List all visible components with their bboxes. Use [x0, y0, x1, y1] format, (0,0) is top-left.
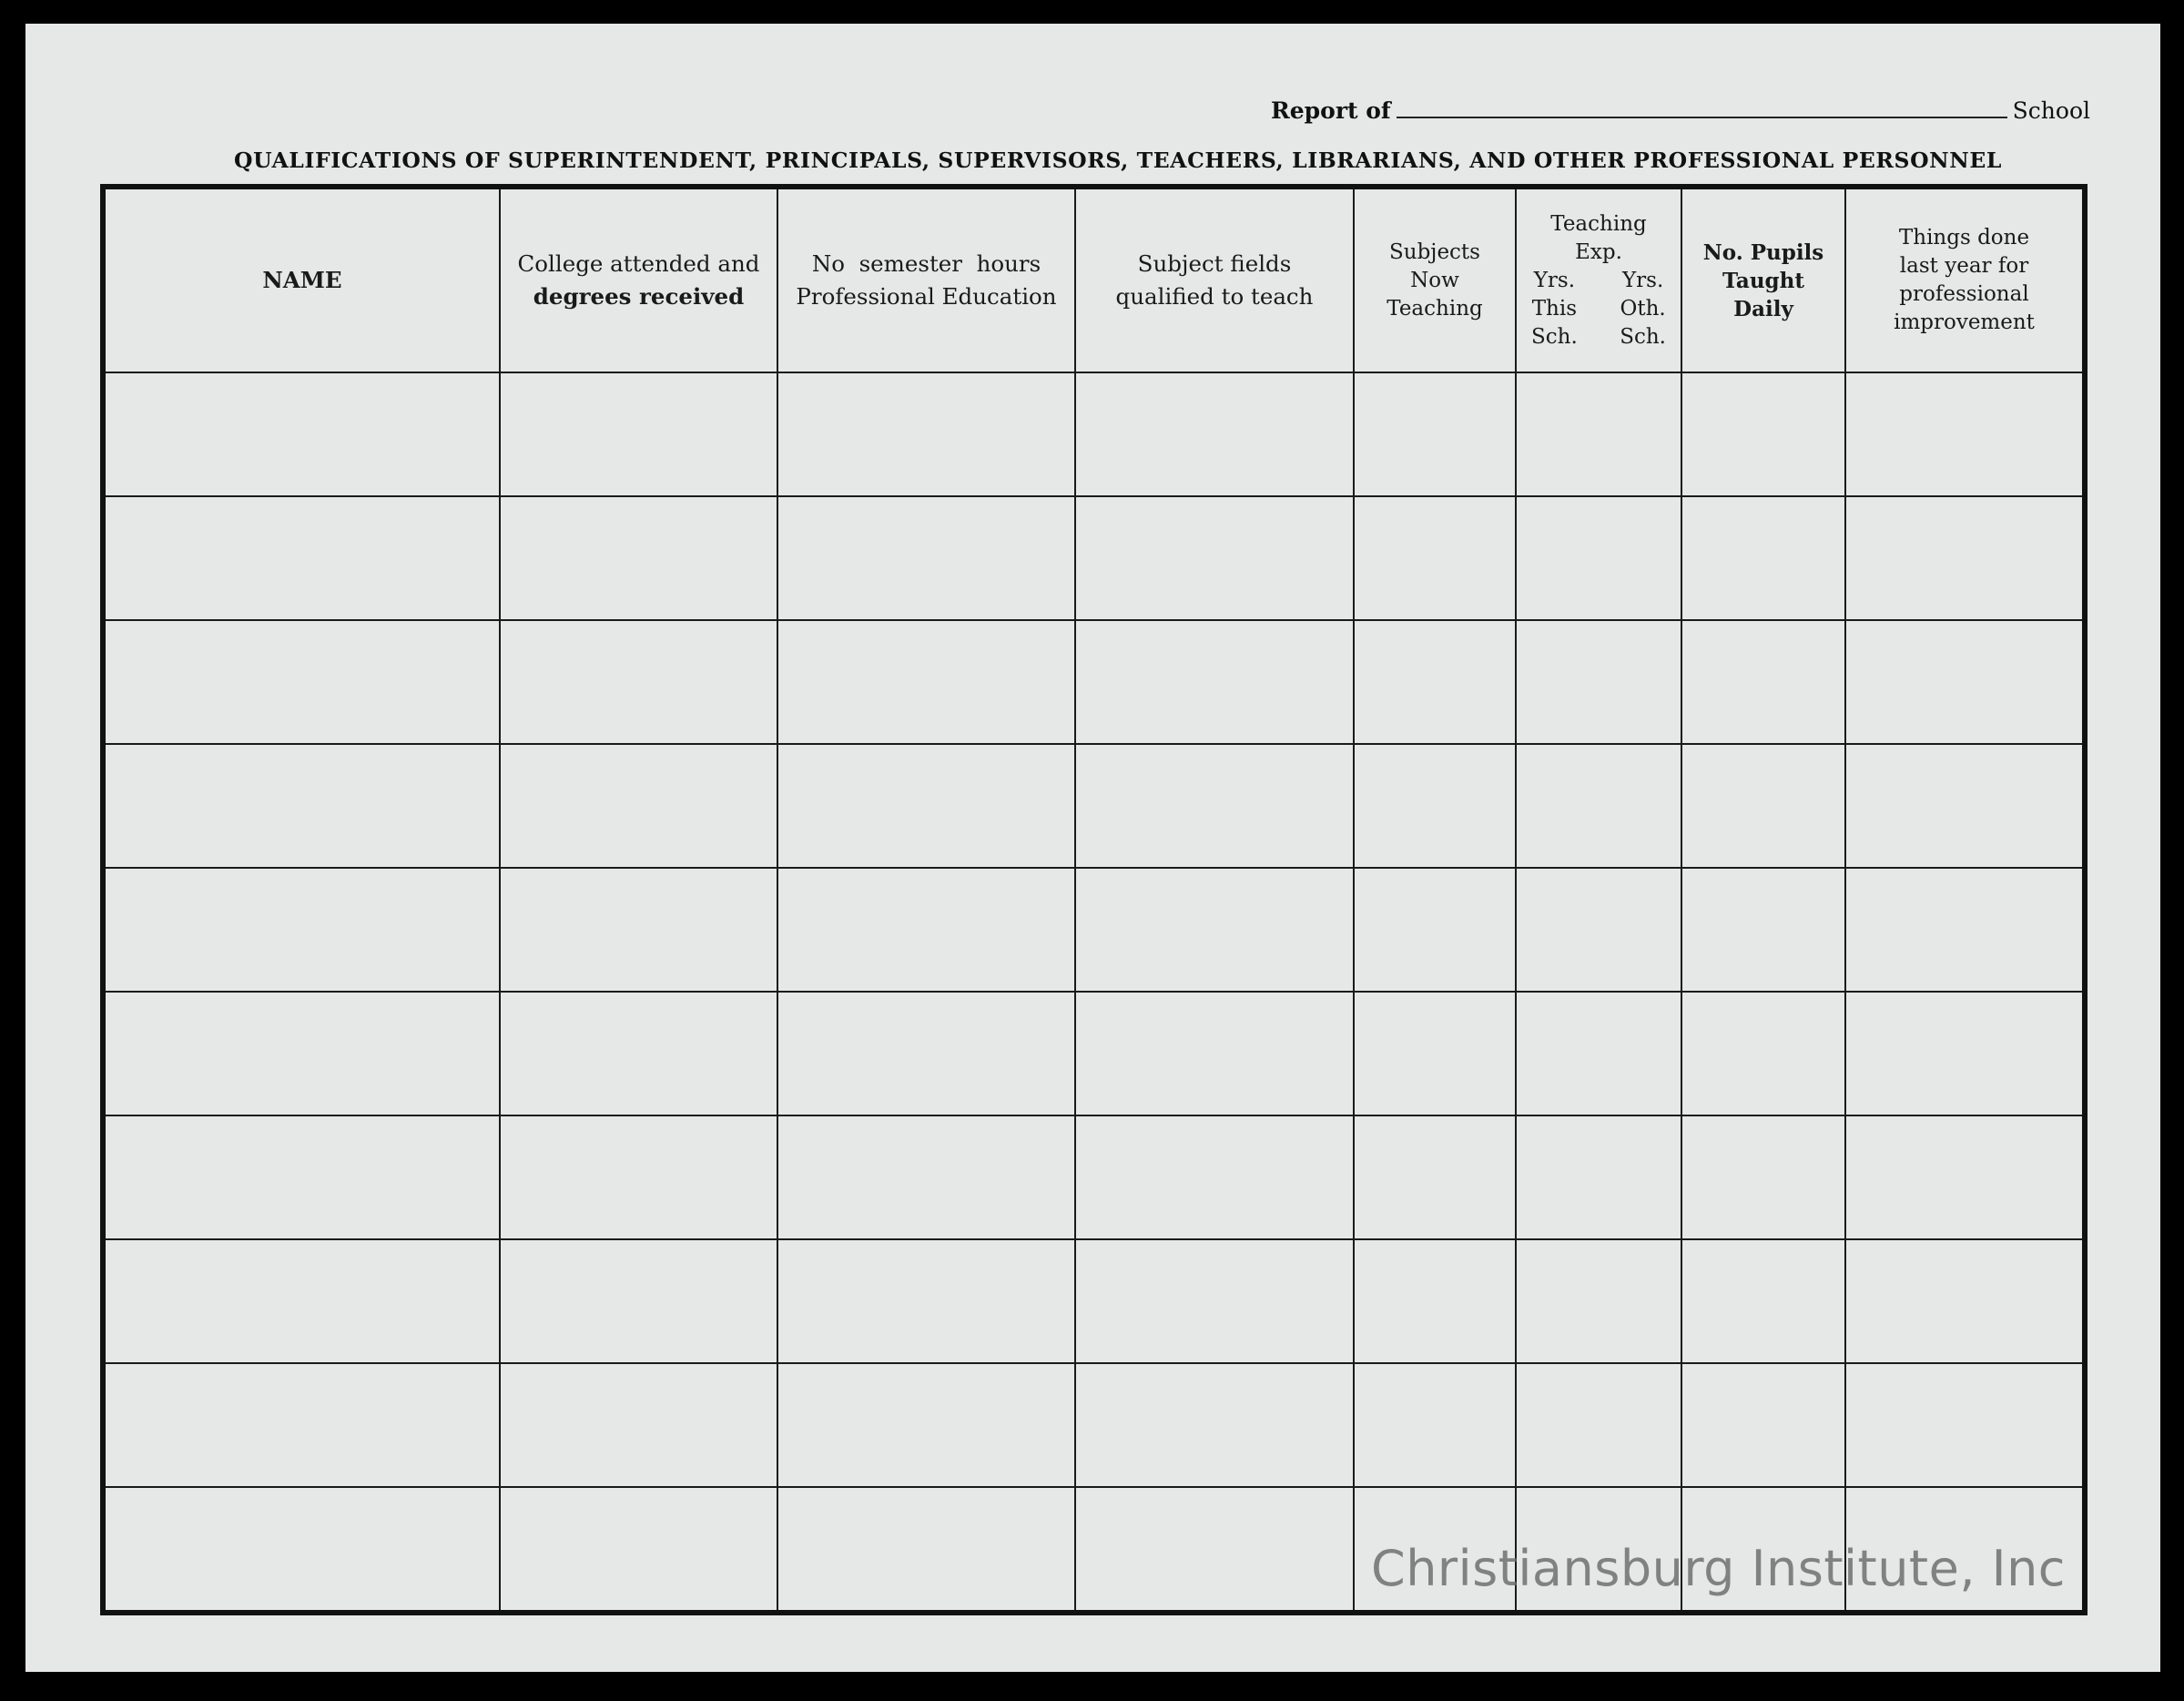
- entry-cell-teaching-exp[interactable]: [1517, 497, 1682, 621]
- entry-cell-pupils[interactable]: [1682, 1116, 1846, 1240]
- header-teaching-exp-line-1: Teaching: [1550, 211, 1647, 236]
- entry-cell-subject-fields[interactable]: [1076, 621, 1355, 745]
- entry-cell-subject-fields[interactable]: [1076, 1240, 1355, 1364]
- header-subjects-now-line-1: Subjects: [1389, 239, 1480, 264]
- header-pupils-line-3: Daily: [1733, 296, 1793, 321]
- entry-cell-name[interactable]: [106, 621, 501, 745]
- header-improvement: [1846, 189, 2082, 373]
- header-improvement-line-3: professional: [1899, 282, 2029, 306]
- entry-cell-improvement[interactable]: [1846, 1364, 2082, 1488]
- header-semester-line-1: No semester hours: [811, 250, 1041, 277]
- entry-cell-college[interactable]: [501, 621, 778, 745]
- entry-cell-improvement[interactable]: [1846, 621, 2082, 745]
- header-teaching-exp-subcols: [1522, 267, 1675, 351]
- entry-cell-name[interactable]: [106, 869, 501, 993]
- entry-cell-pupils[interactable]: [1682, 869, 1846, 993]
- entry-cell-pupils[interactable]: [1682, 497, 1846, 621]
- entry-cell-pupils[interactable]: [1682, 1240, 1846, 1364]
- entry-cell-college[interactable]: [501, 1364, 778, 1488]
- entry-cell-subjects-now[interactable]: [1355, 621, 1517, 745]
- entry-cell-improvement[interactable]: [1846, 745, 2082, 869]
- exp-this-line-1: Yrs.: [1533, 268, 1576, 292]
- entry-cell-college[interactable]: [501, 1488, 778, 1610]
- entry-cell-subject-fields[interactable]: [1076, 1364, 1355, 1488]
- personnel-table: [100, 184, 2087, 1615]
- header-improvement-line-1: Things done: [1898, 226, 2030, 250]
- entry-cell-subjects-now[interactable]: [1355, 1116, 1517, 1240]
- header-semester-hours: [778, 189, 1076, 373]
- entry-cell-improvement[interactable]: [1846, 869, 2082, 993]
- entry-cell-pupils[interactable]: [1682, 1364, 1846, 1488]
- entry-cell-semester-hours[interactable]: [778, 1240, 1076, 1364]
- header-teaching-exp: [1517, 189, 1682, 373]
- report-of-label: Report of: [1271, 97, 1391, 124]
- entry-cell-pupils[interactable]: [1682, 621, 1846, 745]
- entry-cell-teaching-exp[interactable]: [1517, 373, 1682, 497]
- entry-cell-subjects-now[interactable]: [1355, 497, 1517, 621]
- exp-other-line-2: Oth.: [1620, 296, 1666, 321]
- header-college-line-2: degrees received: [533, 283, 745, 310]
- entry-cell-name[interactable]: [106, 1116, 501, 1240]
- entry-cell-semester-hours[interactable]: [778, 745, 1076, 869]
- school-label: School: [2012, 97, 2090, 124]
- entry-cell-semester-hours[interactable]: [778, 497, 1076, 621]
- header-subjects-now-line-2: Now: [1410, 268, 1459, 292]
- entry-cell-improvement[interactable]: [1846, 1116, 2082, 1240]
- entry-cell-college[interactable]: [501, 1240, 778, 1364]
- entry-cell-subject-fields[interactable]: [1076, 373, 1355, 497]
- entry-cell-pupils[interactable]: [1682, 373, 1846, 497]
- entry-cell-subject-fields[interactable]: [1076, 745, 1355, 869]
- entry-cell-college[interactable]: [501, 373, 778, 497]
- entry-cell-name[interactable]: [106, 373, 501, 497]
- entry-cell-pupils[interactable]: [1682, 993, 1846, 1116]
- entry-cell-name[interactable]: [106, 1240, 501, 1364]
- entry-cell-improvement[interactable]: [1846, 993, 2082, 1116]
- header-name-label: NAME: [262, 267, 342, 293]
- entry-cell-teaching-exp[interactable]: [1517, 993, 1682, 1116]
- entry-cell-subjects-now[interactable]: [1355, 373, 1517, 497]
- entry-cell-semester-hours[interactable]: [778, 373, 1076, 497]
- entry-cell-college[interactable]: [501, 1116, 778, 1240]
- header-teaching-exp-line-2: Exp.: [1575, 239, 1622, 264]
- header-college-line-1: College attended and: [517, 250, 760, 277]
- report-of-line: [1271, 78, 2090, 124]
- entry-cell-semester-hours[interactable]: [778, 621, 1076, 745]
- header-subjects-now: [1355, 189, 1517, 373]
- header-improvement-line-4: improvement: [1894, 311, 2035, 334]
- entry-cell-subjects-now[interactable]: [1355, 993, 1517, 1116]
- entry-cell-subject-fields[interactable]: [1076, 1116, 1355, 1240]
- entry-cell-subject-fields[interactable]: [1076, 1488, 1355, 1610]
- entry-cell-semester-hours[interactable]: [778, 869, 1076, 993]
- entry-cell-college[interactable]: [501, 993, 778, 1116]
- header-subject-fields: [1076, 189, 1355, 373]
- entry-cell-semester-hours[interactable]: [778, 1488, 1076, 1610]
- entry-cell-pupils[interactable]: [1682, 745, 1846, 869]
- entry-cell-subjects-now[interactable]: [1355, 869, 1517, 993]
- entry-cell-name[interactable]: [106, 1364, 501, 1488]
- header-subjects-now-line-3: Teaching: [1387, 296, 1483, 321]
- entry-cell-improvement[interactable]: [1846, 1240, 2082, 1364]
- entry-cell-teaching-exp[interactable]: [1517, 1240, 1682, 1364]
- entry-cell-name[interactable]: [106, 993, 501, 1116]
- header-exp-other-school: [1620, 267, 1666, 351]
- entry-cell-subject-fields[interactable]: [1076, 993, 1355, 1116]
- entry-cell-name[interactable]: [106, 745, 501, 869]
- exp-other-line-1: Yrs.: [1621, 268, 1664, 292]
- header-semester-line-2: Professional Education: [796, 283, 1057, 310]
- entry-cell-teaching-exp[interactable]: [1517, 1116, 1682, 1240]
- entry-cell-semester-hours[interactable]: [778, 1116, 1076, 1240]
- entry-cell-subjects-now[interactable]: [1355, 1364, 1517, 1488]
- entry-cell-subject-fields[interactable]: [1076, 869, 1355, 993]
- entry-cell-name[interactable]: [106, 1488, 501, 1610]
- entry-cell-semester-hours[interactable]: [778, 993, 1076, 1116]
- entry-cell-college[interactable]: [501, 497, 778, 621]
- entry-cell-college[interactable]: [501, 745, 778, 869]
- entry-cell-subjects-now[interactable]: [1355, 745, 1517, 869]
- form-title: QUALIFICATIONS OF SUPERINTENDENT, PRINCIPALS, SUPERVISORS, TEACHERS, LIBRARIANS, AND OTHER PROFESSIONAL PERSONNEL: [234, 148, 2002, 173]
- entry-cell-teaching-exp[interactable]: [1517, 1364, 1682, 1488]
- header-pupils-line-1: No. Pupils: [1702, 239, 1824, 265]
- entry-cell-teaching-exp[interactable]: [1517, 869, 1682, 993]
- header-subject-fields-line-2: qualified to teach: [1115, 283, 1314, 310]
- header-subject-fields-line-1: Subject fields: [1137, 250, 1292, 277]
- entry-cell-teaching-exp[interactable]: [1517, 745, 1682, 869]
- header-pupils-line-2: Taught: [1722, 268, 1804, 293]
- header-pupils: [1682, 189, 1846, 373]
- entry-cell-teaching-exp[interactable]: [1517, 621, 1682, 745]
- entry-cell-improvement[interactable]: [1846, 497, 2082, 621]
- entry-cell-name[interactable]: [106, 497, 501, 621]
- header-improvement-line-2: last year for: [1899, 254, 2029, 278]
- school-name-blank[interactable]: [1397, 89, 2007, 118]
- exp-other-line-3: Sch.: [1620, 324, 1666, 349]
- form-sheet: [25, 24, 2160, 1672]
- header-college: [501, 189, 778, 373]
- entry-cell-college[interactable]: [501, 869, 778, 993]
- exp-this-line-3: Sch.: [1531, 324, 1578, 349]
- entry-cell-semester-hours[interactable]: [778, 1364, 1076, 1488]
- entry-cell-improvement[interactable]: [1846, 373, 2082, 497]
- header-name: [106, 189, 501, 373]
- watermark: Christiansburg Institute, Inc: [1370, 1540, 2066, 1597]
- entry-cell-subject-fields[interactable]: [1076, 497, 1355, 621]
- entry-cell-subjects-now[interactable]: [1355, 1240, 1517, 1364]
- exp-this-line-2: This: [1531, 296, 1578, 321]
- header-exp-this-school: [1531, 267, 1578, 351]
